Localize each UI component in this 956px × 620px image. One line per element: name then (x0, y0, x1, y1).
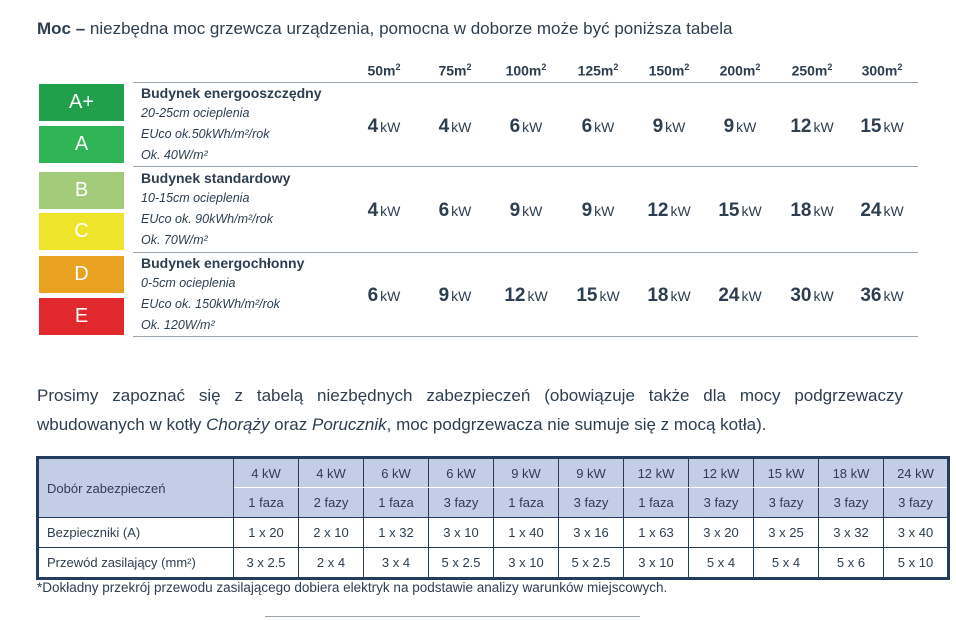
power-value (352, 200, 416, 222)
power-value (850, 285, 914, 307)
heading-rest: niezbędna moc grzewcza urządzenia, pomocna w doborze może być poniższa tabela (85, 19, 733, 38)
power-unit: kW (813, 119, 834, 135)
area-exponent: 2 (827, 62, 833, 72)
area-exponent: 2 (466, 62, 472, 72)
power-value (423, 285, 487, 307)
power-unit: kW (451, 288, 472, 304)
table-cell: 3 x 32 (819, 518, 884, 548)
table-row (38, 548, 949, 579)
boiler-name: Porucznik (311, 415, 387, 434)
power-value (423, 200, 487, 222)
boiler-name: Chorąży (206, 415, 270, 434)
fuse-phase-header: 3 fazy (754, 488, 819, 518)
fuse-power-header: 9 kW (559, 458, 624, 488)
table-cell: 2 x 4 (299, 548, 364, 579)
power-value (494, 285, 558, 307)
power-value (708, 200, 772, 222)
table-cell: 5 x 4 (689, 548, 754, 579)
power-unit: kW (883, 119, 904, 135)
area-header (710, 62, 770, 79)
table-cell: 3 x 40 (884, 518, 949, 548)
power-value (780, 285, 844, 307)
power-number: 9 (652, 116, 664, 137)
energy-class-badge: A+ (39, 84, 124, 121)
power-number: 18 (790, 200, 812, 221)
power-value (708, 285, 772, 307)
area-value: 150m (648, 62, 685, 79)
area-value: 200m (719, 62, 756, 79)
power-unit: kW (741, 288, 762, 304)
row-label: Przewód zasilający (mm²) (38, 548, 234, 579)
power-number: 9 (438, 285, 450, 306)
table-cell: 3 x 16 (559, 518, 624, 548)
table-cell: 3 x 10 (624, 548, 689, 579)
paragraph-part: Prosimy zapoznać się z tabelą niezbędnych zabezpieczeń (obowiązuje także dla mocy podgrzewaczy wbudowanych w kotły (37, 386, 903, 434)
building-type-detail: 10-15cm ocieplenia (141, 191, 250, 205)
power-number: 12 (504, 285, 526, 306)
area-value: 100m (505, 62, 542, 79)
area-value: 75m (438, 62, 467, 79)
fuse-phase-header: 3 fazy (884, 488, 949, 518)
power-number: 15 (576, 285, 598, 306)
fuse-table-corner: Dobór zabezpieczeń (38, 458, 234, 518)
power-unit: kW (594, 119, 615, 135)
building-type-detail: 20-25cm ocieplenia (141, 106, 250, 120)
power-unit: kW (451, 203, 472, 219)
power-unit: kW (813, 203, 834, 219)
power-value (780, 200, 844, 222)
area-exponent: 2 (541, 62, 547, 72)
power-number: 6 (367, 285, 379, 306)
power-unit: kW (594, 203, 615, 219)
power-number: 6 (509, 116, 521, 137)
area-header (568, 62, 628, 79)
power-value (850, 200, 914, 222)
table-cell: 1 x 40 (494, 518, 559, 548)
area-exponent: 2 (897, 62, 903, 72)
table-rule (133, 336, 918, 337)
power-value (494, 116, 558, 138)
area-value: 50m (367, 62, 396, 79)
area-value: 125m (577, 62, 614, 79)
table-cell: 5 x 2.5 (429, 548, 494, 579)
building-type-detail: Ok. 70W/m² (141, 233, 208, 247)
area-header (496, 62, 556, 79)
fuse-phase-header: 1 faza (494, 488, 559, 518)
energy-class-badge: E (39, 298, 124, 335)
table-cell: 2 x 10 (299, 518, 364, 548)
building-type-detail: Ok. 120W/m² (141, 318, 215, 332)
fuse-phase-header: 2 fazy (299, 488, 364, 518)
building-type-detail: 0-5cm ocieplenia (141, 276, 236, 290)
power-unit: kW (380, 119, 401, 135)
building-type-detail: EUco ok. 90kWh/m²/rok (141, 212, 273, 226)
table-cell: 1 x 63 (624, 518, 689, 548)
power-number: 4 (438, 116, 450, 137)
power-unit: kW (599, 288, 620, 304)
fuse-phase-header: 3 fazy (819, 488, 884, 518)
table-row (38, 518, 949, 548)
area-header (639, 62, 699, 79)
power-number: 4 (367, 116, 379, 137)
power-number: 4 (367, 200, 379, 221)
table-rule (133, 82, 918, 83)
power-unit: kW (736, 119, 757, 135)
building-type-title: Budynek energooszczędny (141, 85, 322, 101)
table-cell: 5 x 6 (819, 548, 884, 579)
power-unit: kW (527, 288, 548, 304)
power-number: 15 (718, 200, 740, 221)
table-cell: 3 x 4 (364, 548, 429, 579)
power-unit: kW (670, 288, 691, 304)
power-value (566, 200, 630, 222)
table-rule (133, 166, 918, 167)
table-rule (133, 252, 918, 253)
area-value: 250m (791, 62, 828, 79)
fuse-power-header: 9 kW (494, 458, 559, 488)
area-exponent: 2 (613, 62, 619, 72)
fuse-power-header: 4 kW (299, 458, 364, 488)
area-exponent: 2 (755, 62, 761, 72)
table-cell: 5 x 4 (754, 548, 819, 579)
power-unit: kW (665, 119, 686, 135)
power-value (850, 116, 914, 138)
energy-class-badge: D (39, 256, 124, 293)
fuse-phase-header: 3 fazy (559, 488, 624, 518)
power-number: 24 (718, 285, 740, 306)
fuse-power-header: 12 kW (624, 458, 689, 488)
power-value (637, 116, 701, 138)
energy-class-badge: A (39, 126, 124, 163)
building-type-detail: EUco ok.50kWh/m²/rok (141, 127, 270, 141)
fuse-phase-header: 1 faza (624, 488, 689, 518)
fuse-phase-header: 3 fazy (689, 488, 754, 518)
power-number: 9 (723, 116, 735, 137)
power-number: 9 (509, 200, 521, 221)
power-number: 30 (790, 285, 812, 306)
area-value: 300m (861, 62, 898, 79)
power-value (780, 116, 844, 138)
power-unit: kW (380, 203, 401, 219)
fuse-power-header: 4 kW (234, 458, 299, 488)
area-header (782, 62, 842, 79)
table-cell: 3 x 20 (689, 518, 754, 548)
fuse-power-header: 6 kW (429, 458, 494, 488)
power-unit: kW (380, 288, 401, 304)
power-unit: kW (741, 203, 762, 219)
page-heading (37, 19, 733, 39)
paragraph-part: , moc podgrzewacza nie sumuje się z mocą kotła). (386, 415, 767, 434)
fuse-power-header: 15 kW (754, 458, 819, 488)
heading-bold: Moc – (37, 19, 86, 38)
power-value (566, 285, 630, 307)
fuse-phase-header: 3 fazy (429, 488, 494, 518)
fuse-power-header: 12 kW (689, 458, 754, 488)
fuse-table (36, 456, 950, 580)
bottom-divider (265, 616, 640, 617)
table-cell: 3 x 25 (754, 518, 819, 548)
area-header (425, 62, 485, 79)
table-cell: 3 x 10 (429, 518, 494, 548)
power-unit: kW (813, 288, 834, 304)
power-number: 12 (647, 200, 669, 221)
power-unit: kW (883, 203, 904, 219)
building-type-detail: EUco ok. 150kWh/m²/rok (141, 297, 280, 311)
power-number: 6 (581, 116, 593, 137)
building-type-detail: Ok. 40W/m² (141, 148, 208, 162)
power-value (423, 116, 487, 138)
power-value (566, 116, 630, 138)
table-cell: 1 x 20 (234, 518, 299, 548)
power-unit: kW (670, 203, 691, 219)
power-value (494, 200, 558, 222)
area-exponent: 2 (684, 62, 690, 72)
fuse-intro-paragraph (37, 381, 903, 439)
power-number: 9 (581, 200, 593, 221)
paragraph-part: oraz (269, 415, 312, 434)
fuse-phase-header: 1 faza (364, 488, 429, 518)
power-value (637, 285, 701, 307)
table-cell: 5 x 10 (884, 548, 949, 579)
fuse-power-row (38, 458, 949, 488)
table-cell: 3 x 10 (494, 548, 559, 579)
power-value (708, 116, 772, 138)
row-label: Bezpieczniki (A) (38, 518, 234, 548)
building-type-title: Budynek energochłonny (141, 255, 305, 271)
power-number: 6 (438, 200, 450, 221)
footnote: *Dokładny przekrój przewodu zasilającego dobiera elektryk na podstawie analizy warunków miejscowych. (37, 580, 668, 595)
table-cell: 3 x 2.5 (234, 548, 299, 579)
power-number: 36 (860, 285, 882, 306)
building-type-title: Budynek standardowy (141, 170, 291, 186)
energy-class-badge: B (39, 172, 124, 209)
fuse-power-header: 18 kW (819, 458, 884, 488)
power-unit: kW (522, 119, 543, 135)
power-unit: kW (451, 119, 472, 135)
power-value (352, 116, 416, 138)
area-exponent: 2 (395, 62, 401, 72)
table-cell: 1 x 32 (364, 518, 429, 548)
power-value (637, 200, 701, 222)
power-unit: kW (522, 203, 543, 219)
fuse-phase-header: 1 faza (234, 488, 299, 518)
fuse-power-header: 24 kW (884, 458, 949, 488)
area-header (354, 62, 414, 79)
power-number: 24 (860, 200, 882, 221)
fuse-power-header: 6 kW (364, 458, 429, 488)
table-cell: 5 x 2.5 (559, 548, 624, 579)
power-unit: kW (883, 288, 904, 304)
power-number: 15 (860, 116, 882, 137)
power-number: 18 (647, 285, 669, 306)
power-value (352, 285, 416, 307)
power-number: 12 (790, 116, 812, 137)
area-header (852, 62, 912, 79)
energy-class-badge: C (39, 213, 124, 250)
